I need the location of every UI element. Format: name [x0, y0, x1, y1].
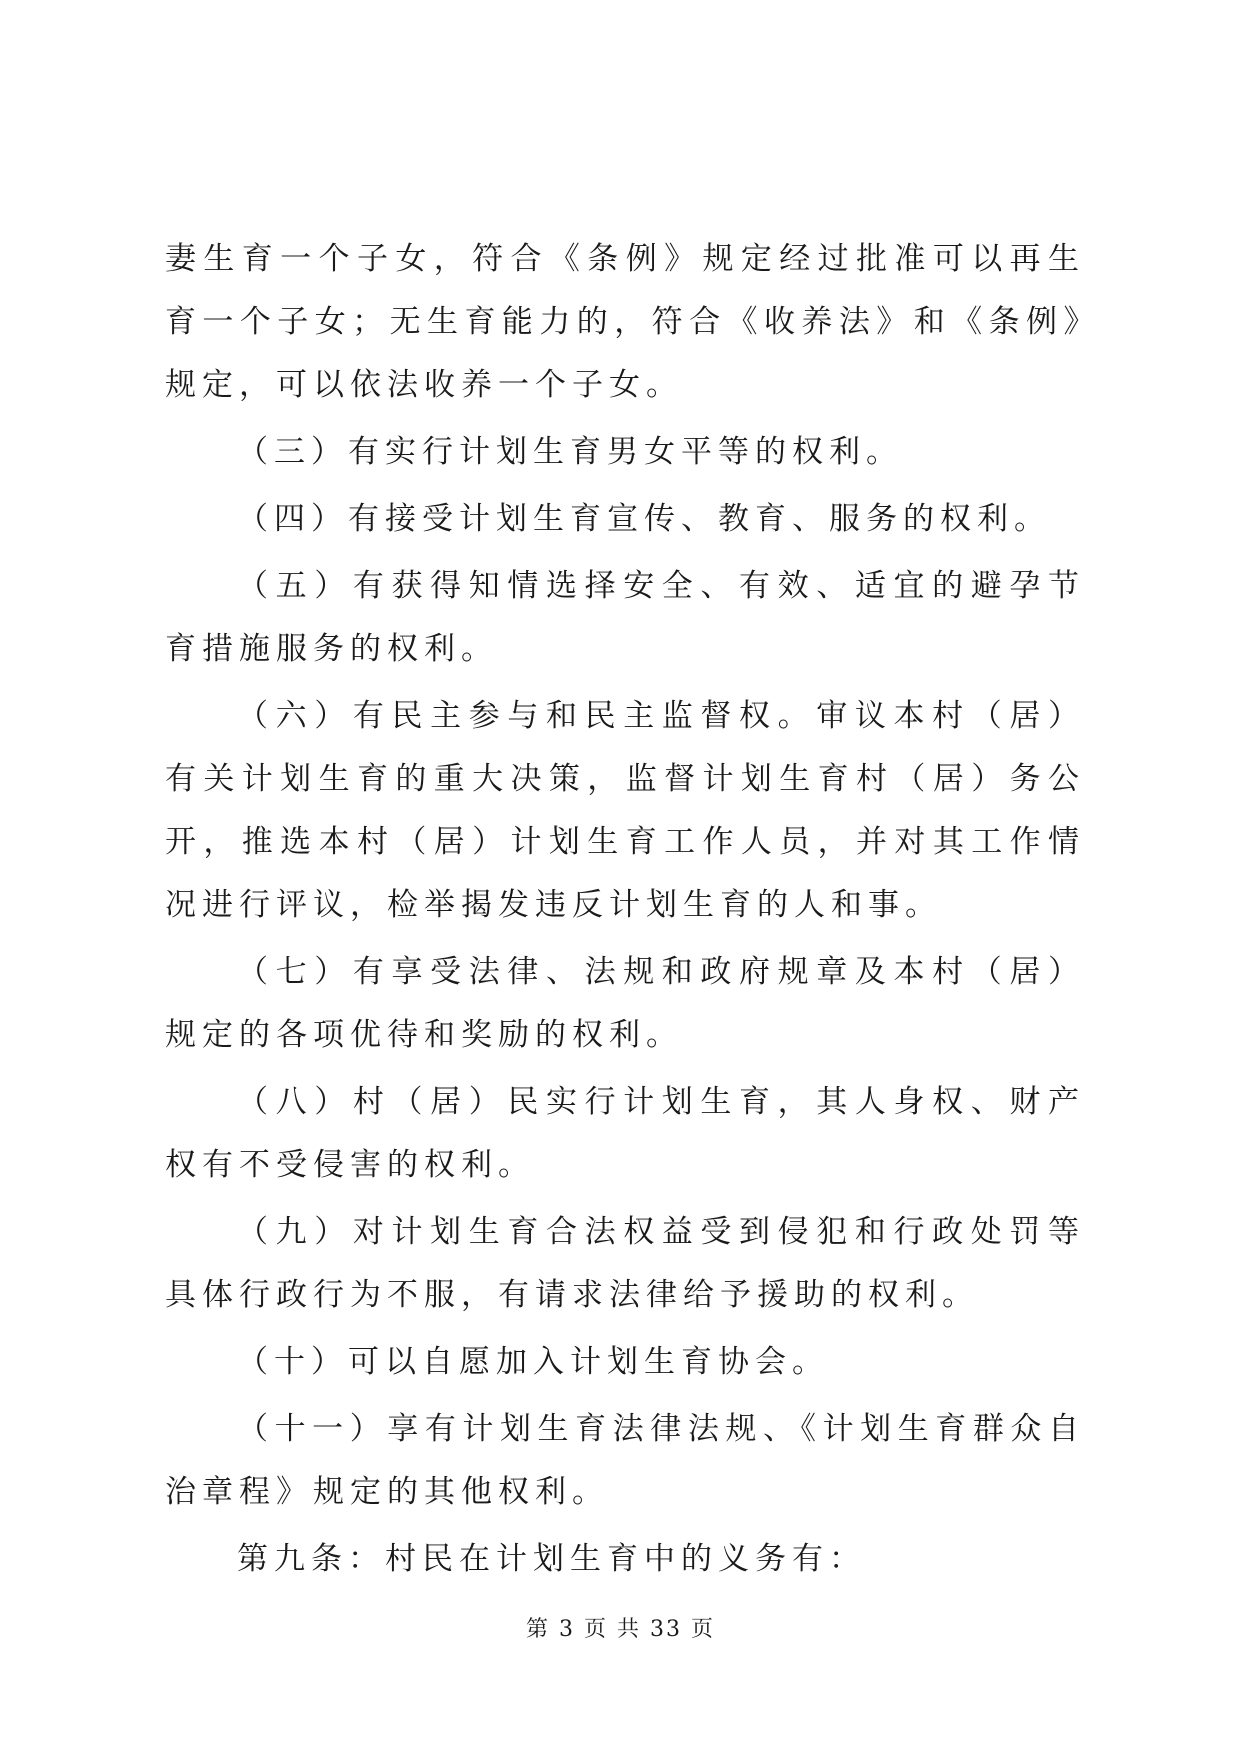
paragraph-item-7: （七）有享受法律、法规和政府规章及本村（居）规定的各项优待和奖励的权利。	[165, 954, 1085, 1053]
paragraph-item-5: （五）有获得知情选择安全、有效、适宜的避孕节育措施服务的权利。	[165, 568, 1085, 667]
paragraph-continuation: 妻生育一个子女，符合《条例》规定经过批准可以再生育一个子女；无生育能力的，符合《收养法》和《条例》规定，可以依法收养一个子女。	[165, 241, 1085, 403]
paragraph-item-11: （十一）享有计划生育法律法规、《计划生育群众自治章程》规定的其他权利。	[165, 1411, 1085, 1510]
paragraph-item-9: （九）对计划生育合法权益受到侵犯和行政处罚等具体行政行为不服，有请求法律给予援助的权利。	[165, 1214, 1085, 1313]
article-9-heading: 第九条：村民在计划生育中的义务有：	[237, 1541, 866, 1577]
document-body	[165, 228, 1085, 1595]
paragraph-item-8: （八）村（居）民实行计划生育，其人身权、财产权有不受侵害的权利。	[165, 1084, 1085, 1183]
page-footer	[0, 1612, 1241, 1643]
page-indicator: 第 3 页 共 33 页	[526, 1617, 715, 1642]
paragraph-item-3: （三）有实行计划生育男女平等的权利。	[237, 434, 903, 470]
paragraph-item-4: （四）有接受计划生育宣传、教育、服务的权利。	[237, 501, 1051, 537]
paragraph-item-6: （六）有民主参与和民主监督权。审议本村（居）有关计划生育的重大决策，监督计划生育村（居）务公开，推选本村（居）计划生育工作人员，并对其工作情况进行评议，检举揭发违反计划生育的人和事。	[165, 698, 1085, 923]
paragraph-item-10: （十）可以自愿加入计划生育协会。	[237, 1344, 829, 1380]
